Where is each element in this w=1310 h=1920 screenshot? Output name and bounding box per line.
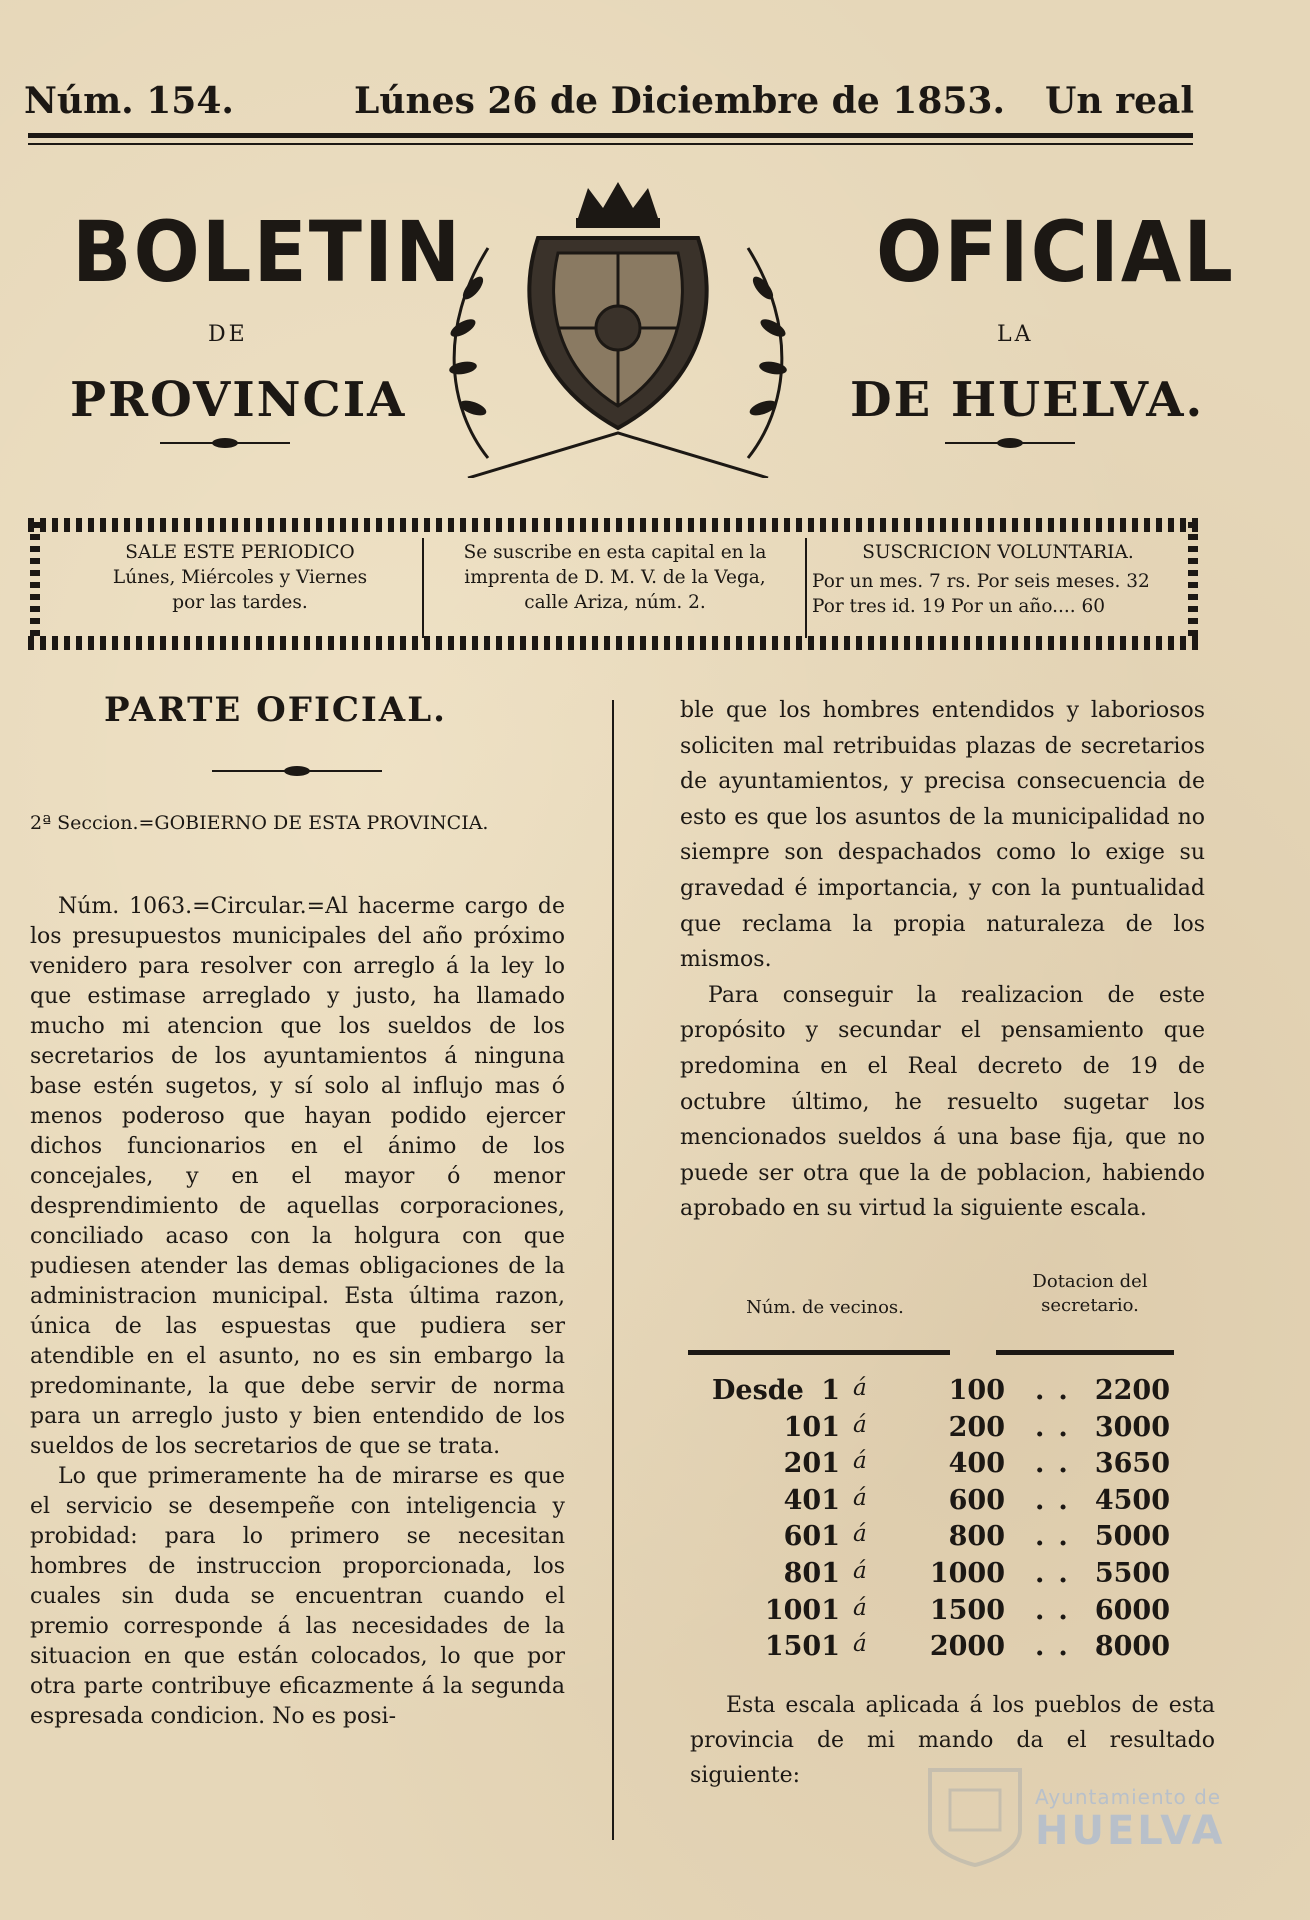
scale-row-to: 100 [948,1375,1005,1406]
scale-row-dots: .. [1035,1448,1082,1480]
masthead-rule-thick [28,133,1193,138]
right-ornament-rule [945,442,1075,444]
scale-header-dotacion [990,1270,1190,1318]
info-middle-line-3: calle Ariza, núm. 2. [524,592,706,613]
info-right-line-2: Por tres id. 19 Por un año.... 60 [812,596,1106,617]
info-subscription-place [430,540,800,640]
info-subscription-prices [812,540,1184,640]
scale-row-separator: á [853,1484,867,1511]
info-divider-1 [422,538,424,638]
issue-date: Lúnes 26 de Diciembre de 1853. [354,80,1006,122]
title-oficial: OFICIAL [876,204,1235,302]
title-boletin: BOLETIN [72,204,463,302]
info-publication-days [60,540,420,640]
scale-row-from: 401 [783,1484,840,1516]
info-left-line-1: SALE ESTE PERIODICO [125,542,355,563]
scale-row [700,1448,1200,1484]
scale-header-dotacion-2: secretario. [1041,1295,1139,1316]
scale-row [700,1595,1200,1631]
scale-row-dots: .. [1035,1521,1082,1553]
left-paragraph-1: Núm. 1063.=Circular.=Al hacerme cargo de los presupuestos municipales del año próximo venidero para resolver con arreglo á la ley lo que estimase arreglado y justo, ha llamado mucho mi atencion que los sueldos de los secretarios de los ayuntamientos á ninguna base estén sugetos, y sí solo al influjo mas ó menos poderoso que hayan podido ejercer dichos funcionarios en el ánimo de los concejales, y en el mayor ó menor desprendimiento de aquellas corporaciones, conciliado acaso con la holgura con que pudiesen atender las demas obligaciones de la administracion municipal. Esta última razon, única de las espuestas que pudiera ser atendible en el asunto, no es sin embargo la predominante, la que debe servir de norma para un arreglo justo y bien entendido de los sueldos de los secretarios de que se trata. [30,894,565,1459]
scale-row-value: 3650 [1094,1448,1170,1480]
right-paragraph-1: ble que los hombres entendidos y laboriosos soliciten mal retribuidas plazas de secretarios de ayuntamientos, y precisa consecuencia de esto es que los asuntos de la municipalidad no siempre son despachados como lo exige su gravedad é importancia, y con la puntualidad que reclama la propia naturaleza de los mismos. [680,698,1205,973]
closing-text: Esta escala aplicada á los pueblos de esta provincia de mi mando da el resultado siguiente: [690,1693,1215,1788]
scale-row-dots: .. [1035,1631,1082,1663]
scale-row [700,1558,1200,1594]
scale-row-value: 4500 [1094,1484,1170,1516]
info-right-title: SUSCRICION VOLUNTARIA. [862,542,1134,563]
scale-row-from: 1501 [764,1631,840,1663]
scale-header-dotacion-1: Dotacion del [1032,1271,1148,1292]
section-subtitle: 2ª Seccion.=GOBIERNO DE ESTA PROVINCIA. [30,812,489,834]
scale-row-separator: á [853,1521,867,1548]
title-de-huelva: DE HUELVA. [850,372,1205,428]
left-paragraph-2: Lo que primeramente ha de mirarse es que el servicio se desempeñe con inteligencia y probidad: para lo primero se necesitan hombres de instruccion proporcionada, los cuales sin duda se encuentran cuando el premio corresponde á las necesidades de la situacion en que están colocados, lo que por otra parte contribuye eficazmente á la segunda espresada condicion. No es posi- [30,1464,565,1729]
section-title: PARTE OFICIAL. [104,690,447,730]
title-provincia: PROVINCIA [70,372,407,428]
scale-row-separator: á [853,1631,867,1658]
scale-row-value: 5500 [1094,1558,1170,1589]
royal-crest-icon [428,178,808,478]
scale-row-to: 800 [948,1521,1005,1553]
scale-row-to: 2000 [929,1631,1005,1663]
scale-row-from: 201 [783,1448,840,1480]
scale-row [700,1412,1200,1448]
info-right-line-1: Por un mes. 7 rs. Por seis meses. 32 [812,571,1150,592]
scale-row-to: 400 [948,1448,1005,1480]
scale-row-separator: á [853,1448,867,1475]
scale-row-value: 2200 [1094,1375,1170,1406]
scale-row-value: 3000 [1094,1411,1170,1443]
scale-rule-right [996,1350,1174,1355]
scale-row [700,1485,1200,1521]
watermark-name: HUELVA [1035,1808,1226,1854]
masthead-line [24,80,1194,130]
scale-row-dots: .. [1035,1484,1082,1516]
left-ornament-rule [160,442,290,444]
watermark-town: Ayuntamiento de [1035,1785,1222,1809]
left-border-chain [30,522,40,642]
section-ornament-rule [212,770,382,772]
scale-row-dots: .. [1035,1558,1082,1589]
scale-rule-left [688,1350,950,1355]
scale-row-value: 5000 [1094,1521,1170,1553]
column-divider [612,700,614,1840]
left-column [30,892,565,1732]
scale-row-dots: .. [1035,1411,1082,1443]
scale-header-vecinos: Núm. de vecinos. [746,1297,904,1318]
title-de: DE [208,322,248,347]
scale-row-separator: á [853,1558,867,1584]
scale-row-separator: á [853,1411,867,1438]
scale-row-value: 6000 [1094,1594,1170,1626]
info-middle-line-2: imprenta de D. M. V. de la Vega, [464,567,766,588]
scale-row-value: 8000 [1094,1631,1170,1663]
scale-row-to: 1500 [929,1594,1005,1626]
scale-row-dots: .. [1035,1375,1082,1406]
right-border-chain [1188,522,1198,642]
info-left-line-2: Lúnes, Miércoles y Viernes [112,567,368,588]
scale-row-separator: á [853,1594,867,1621]
issue-number: Núm. 154. [24,80,234,122]
issue-price: Un real [1045,80,1194,122]
top-border-chain [28,518,1198,532]
masthead-rule-thin [28,143,1193,145]
right-paragraph-2: Para conseguir la realizacion de este propósito y secundar el pensamiento que predomina en el Real decreto de 19 de octubre último, he resuelto sugetar los mencionados sueldos á una base fija, que no puede ser otra que la de poblacion, habiendo aprobado en su virtud la siguiente escala. [680,982,1205,1222]
scale-row-from: 601 [783,1521,840,1553]
scale-row [700,1631,1200,1667]
scale-row-dots: .. [1035,1594,1082,1626]
scale-row [700,1521,1200,1557]
scale-row-to: 1000 [929,1558,1005,1589]
scale-row-prefix: Desde [712,1375,804,1406]
scale-row-from: 801 [783,1558,840,1589]
scale-row-from: 1 [821,1375,840,1406]
scale-row-separator: á [853,1375,867,1401]
info-divider-2 [805,538,807,638]
scale-row-from: 1001 [764,1594,840,1626]
info-middle-line-1: Se suscribe en esta capital en la [463,542,767,563]
info-left-line-3: por las tardes. [172,592,308,613]
right-column [680,693,1205,1227]
scale-row-to: 600 [948,1484,1005,1516]
title-la: LA [997,322,1034,347]
scale-row-to: 200 [948,1411,1005,1443]
scale-row-from: 101 [783,1411,840,1443]
scale-row [700,1375,1200,1411]
